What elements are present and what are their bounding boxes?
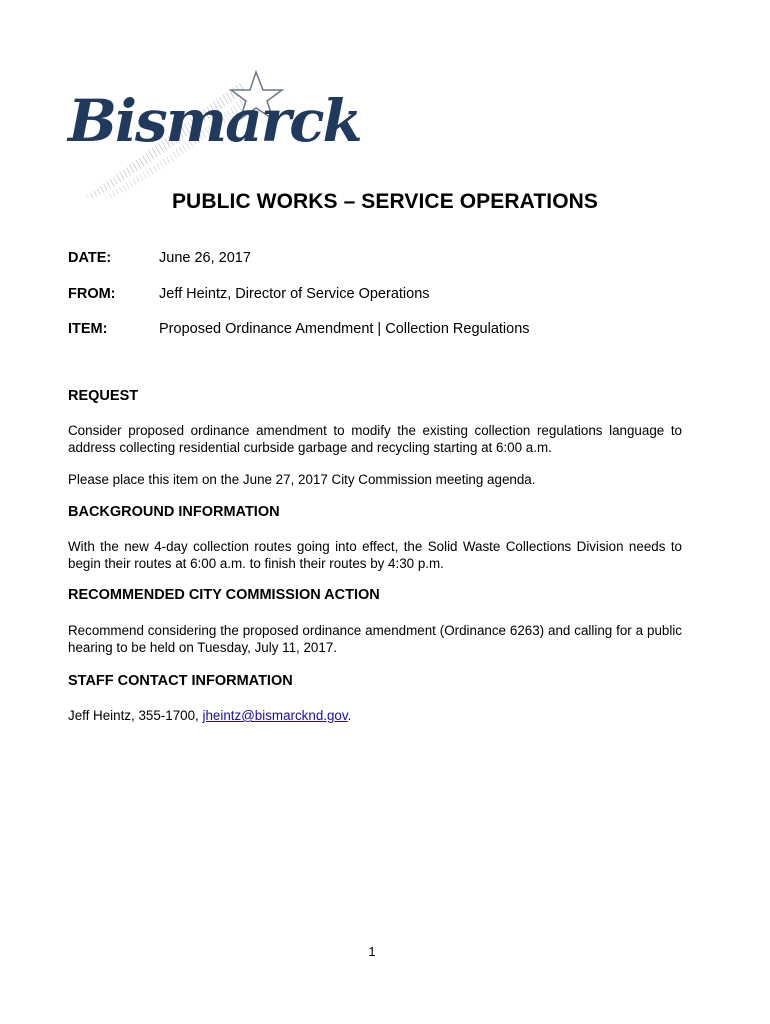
request-paragraph: Consider proposed ordinance amendment to modify the existing collection regulations language to address collecting residential curbside garbage and recycling starting at 6:00 a.m. bbox=[68, 423, 682, 455]
meta-label: DATE: bbox=[68, 250, 112, 266]
page-title: PUBLIC WORKS – SERVICE OPERATIONS bbox=[171, 190, 599, 213]
contact-prefix: Jeff Heintz, 355-1700, bbox=[68, 708, 203, 723]
contact-paragraph bbox=[68, 707, 682, 724]
section-heading-request: REQUEST bbox=[68, 388, 139, 404]
page-number: 1 bbox=[368, 944, 376, 959]
contact-suffix: . bbox=[347, 708, 352, 723]
meta-label: FROM: bbox=[68, 286, 116, 302]
meta-value: Proposed Ordinance Amendment | Collection Regulations bbox=[159, 321, 530, 337]
recommended-paragraph: Recommend considering the proposed ordinance amendment (Ordinance 6263) and calling for a public hearing to be held on Tuesday, July 11, 2017. bbox=[68, 623, 682, 655]
section-heading-background: BACKGROUND INFORMATION bbox=[68, 504, 280, 520]
section-heading-contact: STAFF CONTACT INFORMATION bbox=[68, 673, 293, 689]
bismarck-logo bbox=[64, 68, 361, 198]
meta-label: ITEM: bbox=[68, 321, 108, 337]
meta-value: June 26, 2017 bbox=[159, 250, 251, 266]
logo-wordmark: Bismarck bbox=[68, 87, 361, 155]
section-heading-recommended: RECOMMENDED CITY COMMISSION ACTION bbox=[68, 587, 380, 603]
agenda-paragraph: Please place this item on the June 27, 2017 City Commission meeting agenda. bbox=[68, 472, 536, 487]
background-paragraph: With the new 4-day collection routes going into effect, the Solid Waste Collections Division needs to begin their routes at 6:00 a.m. to finish their routes by 4:30 p.m. bbox=[68, 539, 682, 571]
meta-value: Jeff Heintz, Director of Service Operations bbox=[159, 286, 430, 302]
email-link[interactable]: jheintz@bismarcknd.gov bbox=[202, 708, 348, 723]
